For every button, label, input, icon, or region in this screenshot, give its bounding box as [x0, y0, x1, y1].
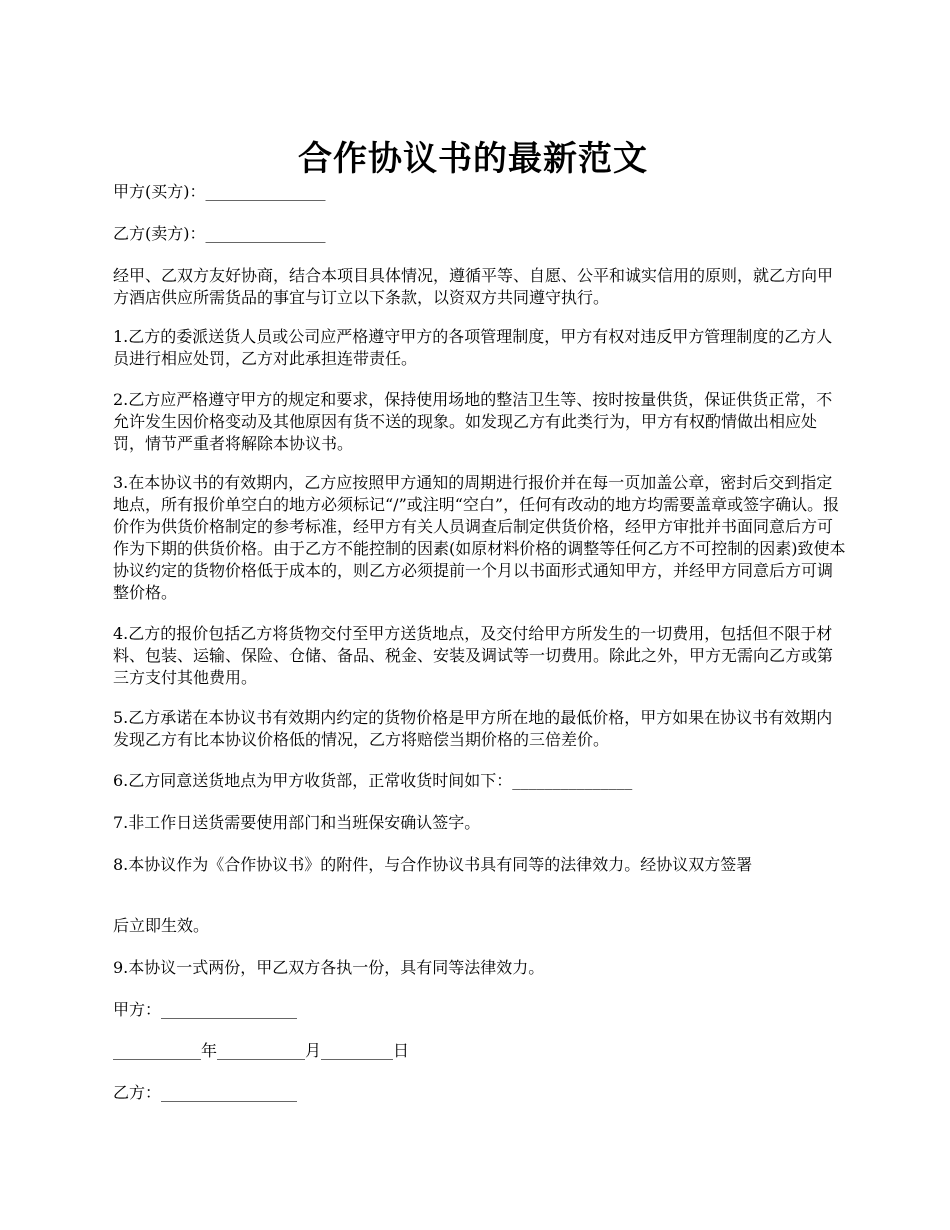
party-a-buyer-line: 甲方(买方)：_______________ [113, 182, 326, 201]
clause-2: 2.乙方应严格遵守甲方的规定和要求，保持使用场地的整洁卫生等、按时按量供货，保证供货正常，不允许发生因价格变动及其他原因有货不送的现象。如发现乙方有此类行为，甲方有权酌情做出相应处罚，情节严重者将解除本协议书。 [113, 390, 833, 453]
document-title: 合作协议书的最新范文 [298, 138, 648, 179]
clause-8-continued: 后立即生效。 [113, 916, 210, 935]
clause-9: 9.本协议一式两份，甲乙双方各执一份，具有同等法律效力。 [113, 958, 545, 977]
date-line: ___________年___________月_________日 [113, 1041, 410, 1060]
preamble-paragraph: 经甲、乙双方友好协商，结合本项目具体情况，遵循平等、自愿、公平和诚实信用的原则，就乙方向甲方酒店供应所需货品的事宜与订立以下条款，以资双方共同遵守执行。 [113, 266, 834, 307]
clause-6: 6.乙方同意送货地点为甲方收货部，正常收货时间如下：_______________ [113, 771, 633, 790]
clause-7: 7.非工作日送货需要使用部门和当班保安确认签字。 [113, 813, 481, 832]
clause-8: 8.本协议作为《合作协议书》的附件，与合作协议书具有同等的法律效力。经协议双方签署 [113, 855, 753, 874]
clause-1: 1.乙方的委派送货人员或公司应严格遵守甲方的各项管理制度，甲方有权对违反甲方管理制度的乙方人员进行相应处罚，乙方对此承担连带责任。 [113, 327, 833, 368]
party-a-signature-line: 甲方：_________________ [113, 1000, 298, 1019]
party-b-signature-line: 乙方：_________________ [113, 1083, 298, 1102]
clause-3: 3.在本协议书的有效期内，乙方应按照甲方通知的周期进行报价并在每一页加盖公章，密封后交到指定地点，所有报价单空白的地方必须标记“/”或注明“空白”，任何有改动的地方均需要盖章或签字确认。报价作为供货价格制定的参考标准，经甲方有关人员调查后制定供货价格，经甲方审批并书面同意后方可作为下期的供货价格。由于乙方不能控制的因素(如原材料价格的调整等任何乙方不可控制的因素)致使本协议约定的货物价格低于成本的，则乙方必须提前一个月以书面形式通知甲方，并经甲方同意后方可调整价格。 [113, 473, 846, 602]
clause-5: 5.乙方承诺在本协议书有效期内约定的货物价格是甲方所在地的最低价格，甲方如果在协议书有效期内发现乙方有比本协议价格低的情况，乙方将赔偿当期价格的三倍差价。 [113, 708, 833, 749]
clause-4: 4.乙方的报价包括乙方将货物交付至甲方送货地点，及交付给甲方所发生的一切费用，包括但不限于材料、包装、运输、保险、仓储、备品、税金、安装及调试等一切费用。除此之外，甲方无需向乙方或第三方支付其他费用。 [113, 624, 834, 687]
party-b-seller-line: 乙方(卖方)：_______________ [113, 224, 326, 243]
